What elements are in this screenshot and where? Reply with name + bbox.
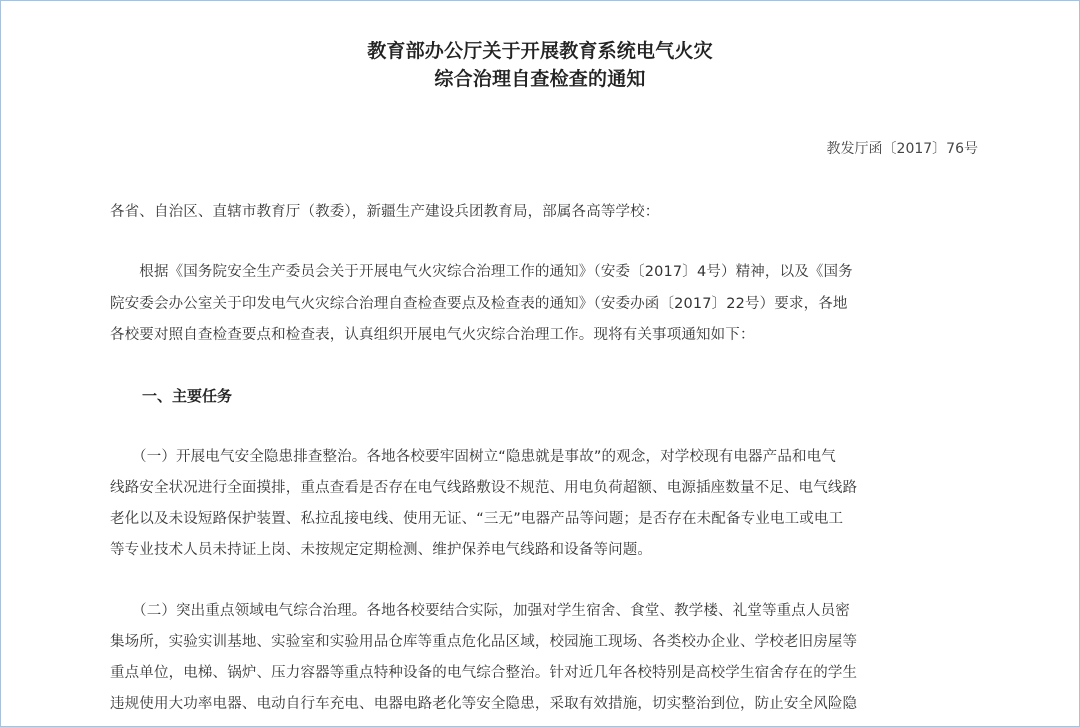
- section-heading: 一、主要任务: [142, 387, 233, 405]
- document-number: 教发厅函〔2017〕76号: [826, 141, 978, 157]
- item1-line: 等专业技术人员未持证上岗、未按规定定期检测、维护保养电气线路和设备等问题。: [110, 542, 653, 558]
- addressee: 各省、自治区、直辖市教育厅（教委），新疆生产建设兵团教育局，部属各高等学校：: [110, 204, 660, 220]
- document-title-line-2: 综合治理自查检查的通知: [434, 68, 646, 90]
- item1-line: （一）开展电气安全隐患排查整治。各地各校要牢固树立“隐患就是事故”的观念，对学校现有电器产品和电气: [110, 449, 836, 465]
- item2-line: 重点单位，电梯、锅炉、压力容器等重点特种设备的电气综合整治。针对近几年各校特别是高校学生宿舍存在的学生: [110, 665, 858, 681]
- intro-line: 院安委会办公室关于印发电气火灾综合治理自查检查要点及检查表的通知》（安委办函〔2017〕22号）要求，各地: [110, 296, 848, 312]
- intro-line: 各校要对照自查检查要点和检查表，认真组织开展电气火灾综合治理工作。现将有关事项通知如下：: [110, 327, 755, 343]
- item1-line: 老化以及未设短路保护装置、私拉乱接电线、使用无证、“三无”电器产品等问题；是否存在未配备专业电工或电工: [110, 511, 844, 527]
- item2-line: （二）突出重点领域电气综合治理。各地各校要结合实际，加强对学生宿舍、食堂、教学楼、礼堂等重点人员密: [110, 603, 850, 619]
- document-title-line-1: 教育部办公厅关于开展教育系统电气火灾: [367, 40, 713, 62]
- item2-line: 违规使用大功率电器、电动自行车充电、电器电路老化等安全隐患，采取有效措施，切实整治到位，防止安全风险隐: [110, 696, 858, 712]
- intro-line: 根据《国务院安全生产委员会关于开展电气火灾综合治理工作的通知》（安委〔2017〕4号）精神，以及《国务: [110, 264, 853, 280]
- item2-line: 集场所，实验实训基地、实验室和实验用品仓库等重点危化品区域，校园施工现场、各类校办企业、学校老旧房屋等: [110, 634, 858, 650]
- item1-line: 线路安全状况进行全面摸排，重点查看是否存在电气线路敷设不规范、用电负荷超额、电源插座数量不足、电气线路: [110, 480, 858, 496]
